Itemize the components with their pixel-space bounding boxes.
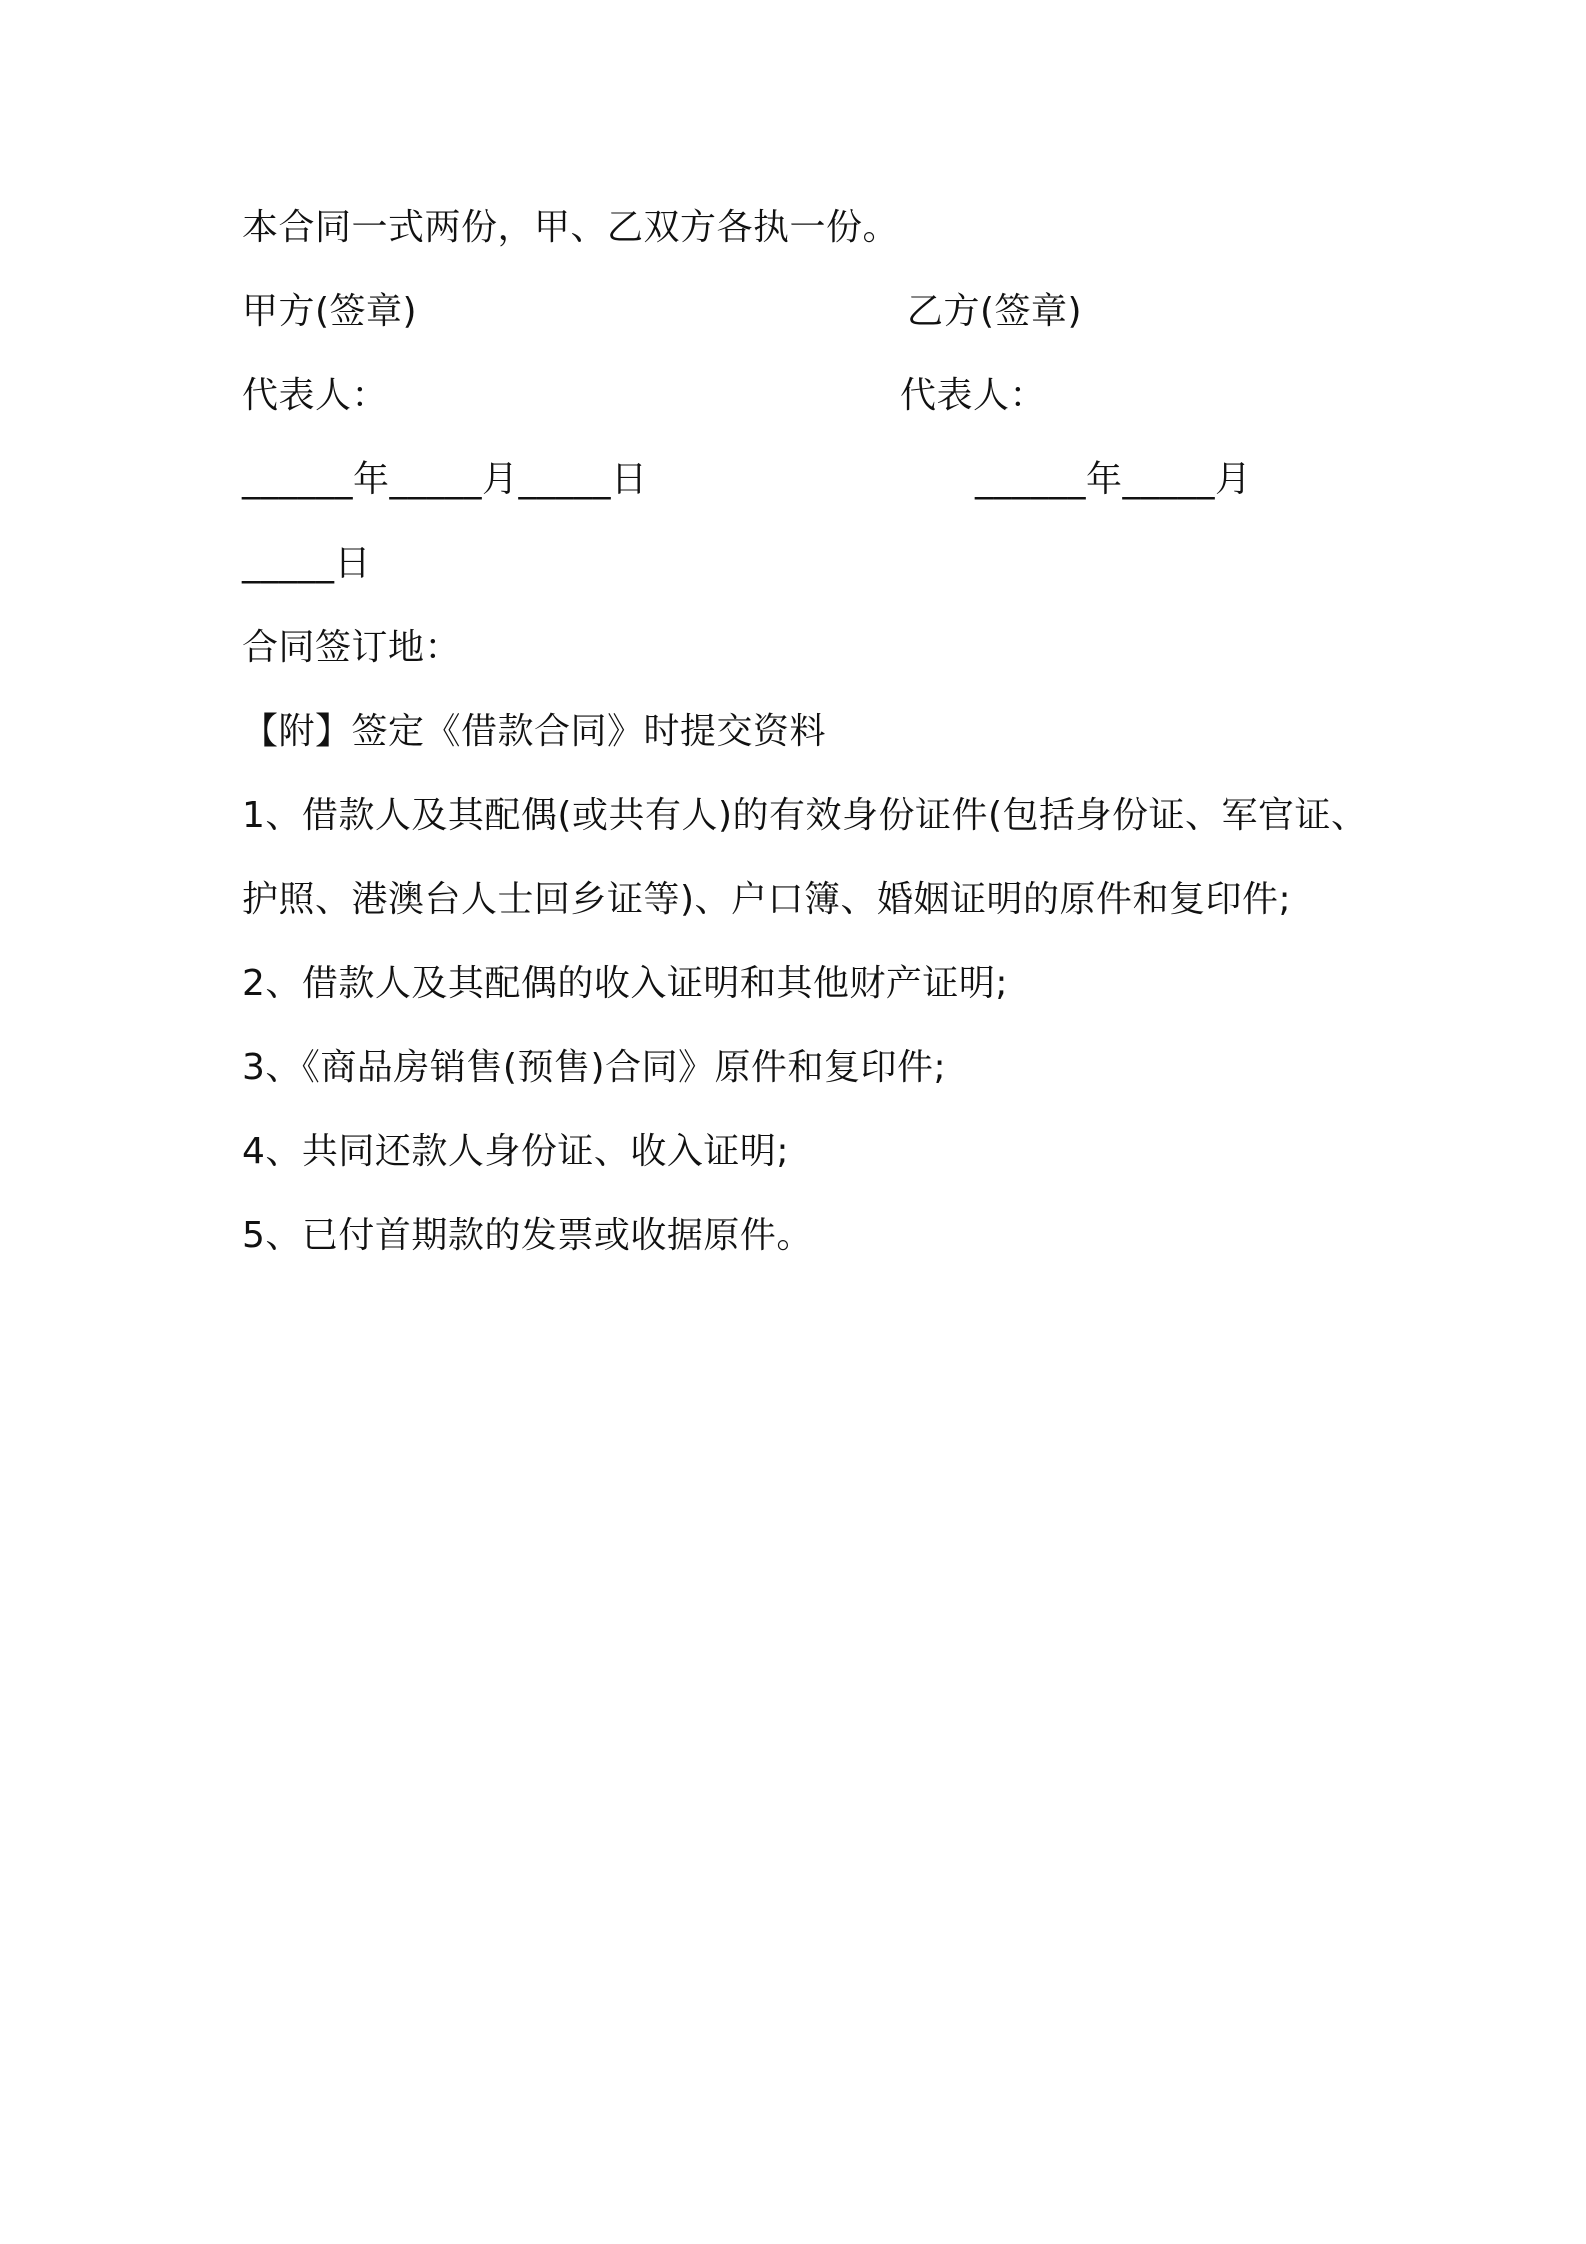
list-item: 1、借款人及其配偶(或共有人)的有效身份证件(包括身份证、军官证、 <box>242 795 1368 836</box>
party-a-seal: 甲方(签章) <box>242 291 418 332</box>
list-item: 护照、港澳台人士回乡证等)、户口簿、婚姻证明的原件和复印件; <box>242 879 1292 920</box>
list-item: 3、《商品房销售(预售)合同》原件和复印件; <box>242 1047 947 1088</box>
party-b-seal: 乙方(签章) <box>907 291 1083 332</box>
copies-statement: 本合同一式两份，甲、乙双方各执一份。 <box>242 207 900 248</box>
party-a-date: ______年_____月_____日 <box>242 459 648 500</box>
list-item: 4、共同还款人身份证、收入证明; <box>242 1131 790 1172</box>
list-item: 2、借款人及其配偶的收入证明和其他财产证明; <box>242 963 1009 1004</box>
party-b-representative: 代表人： <box>900 375 1047 416</box>
party-b-date: ______年_____月 <box>975 459 1252 500</box>
appendix-title: 【附】签定《借款合同》时提交资料 <box>242 711 827 752</box>
list-item: 5、已付首期款的发票或收据原件。 <box>242 1215 813 1256</box>
signing-place: 合同签订地： <box>242 627 462 668</box>
party-a-representative: 代表人： <box>242 375 389 416</box>
party-b-date-day: _____日 <box>242 543 372 584</box>
